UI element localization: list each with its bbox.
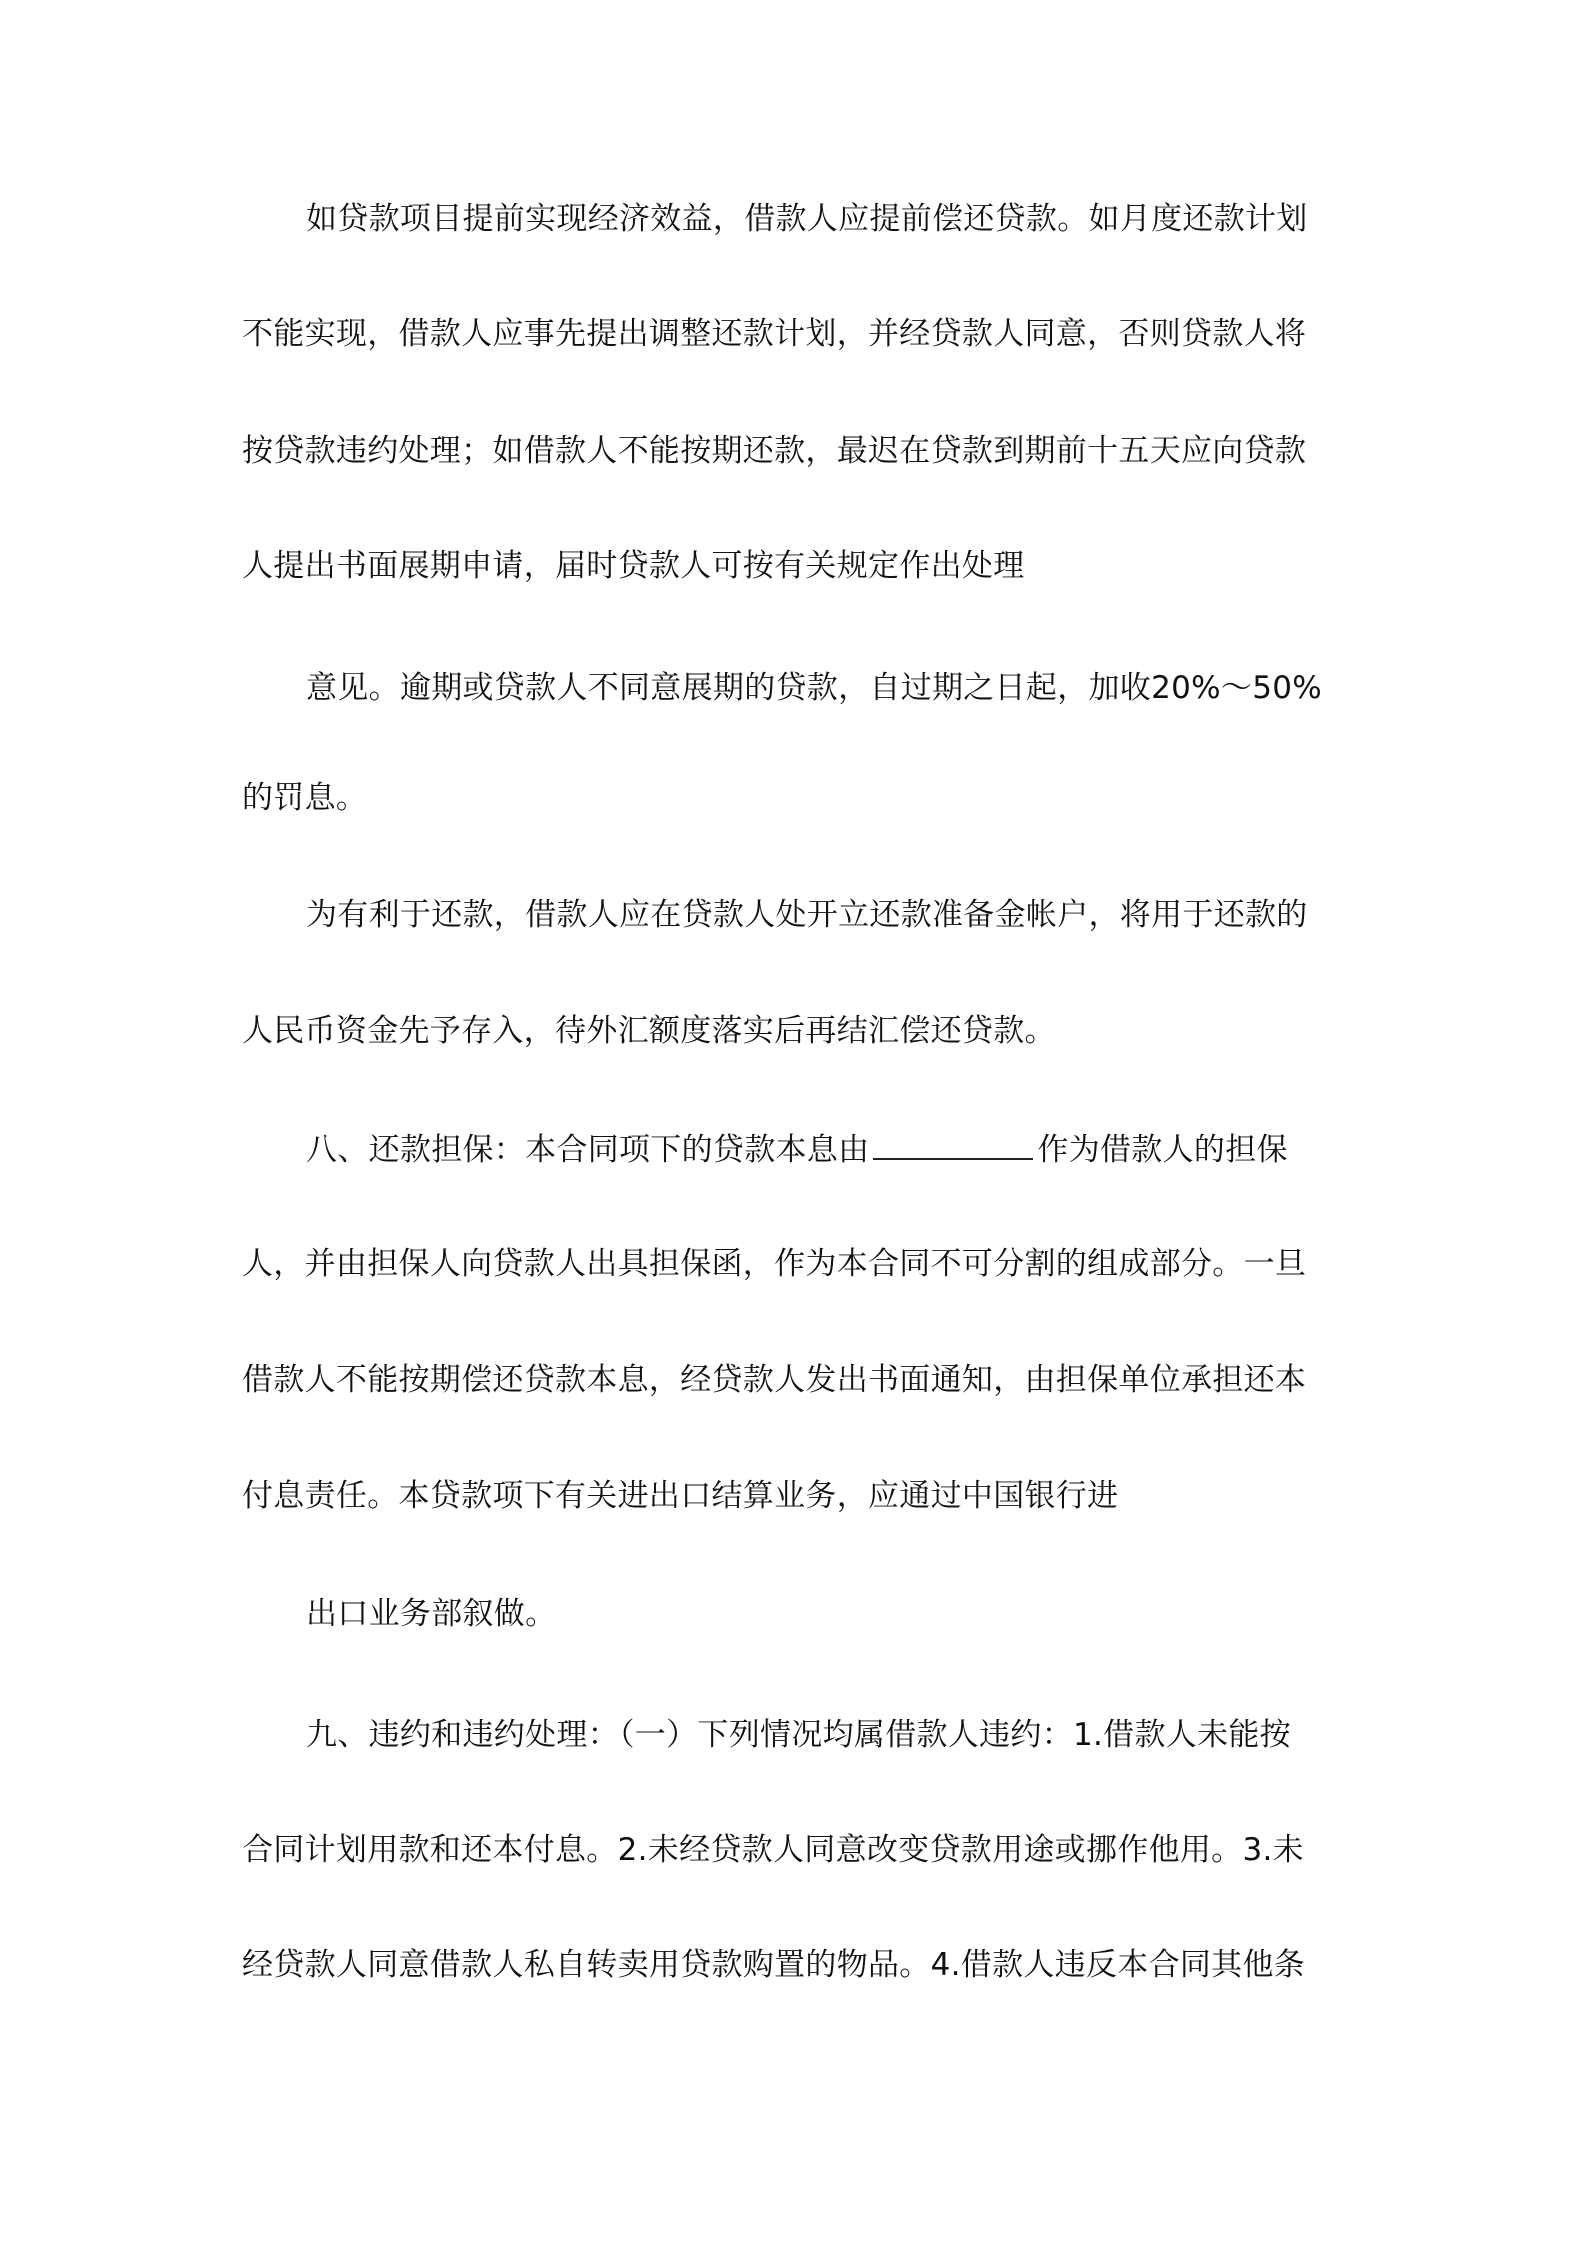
paragraph-line: 为有利于还款，借款人应在贷款人处开立还款准备金帐户，将用于还款的 <box>306 897 1308 933</box>
paragraph-line: 借款人不能按期偿还贷款本息，经贷款人发出书面通知，由担保单位承担还本 <box>242 1362 1307 1398</box>
paragraph-line: 的罚息。 <box>242 780 368 816</box>
clause-text: 八、还款担保：本合同项下的贷款本息由 <box>306 1132 870 1168</box>
paragraph-line: 按贷款违约处理；如借款人不能按期还款，最迟在贷款到期前十五天应向贷款 <box>242 433 1307 469</box>
paragraph-line: 合同计划用款和还本付息。2.未经贷款人同意改变贷款用途或挪作他用。3.未 <box>242 1832 1304 1868</box>
guarantee-clause-line <box>306 1124 1426 1172</box>
paragraph-line: 人提出书面展期申请，届时贷款人可按有关规定作出处理 <box>242 548 1025 584</box>
paragraph-line: 九、违约和违约处理：（一）下列情况均属借款人违约：1.借款人未能按 <box>306 1717 1291 1753</box>
paragraph-line: 意见。逾期或贷款人不同意展期的贷款，自过期之日起，加收20%～50% <box>306 670 1323 706</box>
paragraph-line: 人，并由担保人向贷款人出具担保函，作为本合同不可分割的组成部分。一旦 <box>242 1246 1307 1282</box>
paragraph-line: 经贷款人同意借款人私自转卖用贷款购置的物品。4.借款人违反本合同其他条 <box>242 1947 1306 1983</box>
guarantor-blank-field[interactable] <box>873 1124 1033 1160</box>
paragraph-line: 人民币资金先予存入，待外汇额度落实后再结汇偿还贷款。 <box>242 1013 1056 1049</box>
paragraph-line: 不能实现，借款人应事先提出调整还款计划，并经贷款人同意，否则贷款人将 <box>242 316 1307 352</box>
paragraph-line: 出口业务部叙做。 <box>306 1596 557 1632</box>
paragraph-line: 如贷款项目提前实现经济效益，借款人应提前偿还贷款。如月度还款计划 <box>306 201 1308 237</box>
paragraph-line: 付息责任。本贷款项下有关进出口结算业务，应通过中国银行进 <box>242 1478 1119 1514</box>
clause-text: 作为借款人的担保 <box>1037 1132 1288 1168</box>
